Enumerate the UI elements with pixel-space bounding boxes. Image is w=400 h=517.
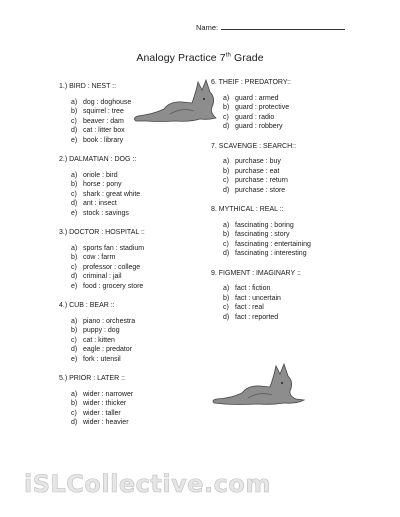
option-text: purchase : return bbox=[235, 177, 288, 184]
option-letter: e) bbox=[71, 136, 78, 144]
answer-option[interactable] bbox=[211, 221, 361, 231]
question-prompt: 3.) DOCTOR : HOSPITAL :: bbox=[59, 229, 145, 236]
option-text: fact : reported bbox=[235, 313, 279, 321]
option-letter: d) bbox=[71, 200, 78, 207]
name-label: Name: bbox=[196, 23, 219, 32]
option-text: wider : narrower bbox=[83, 390, 134, 398]
answer-option[interactable] bbox=[59, 390, 209, 400]
option-text: professor : college bbox=[83, 263, 141, 271]
option-letter: e) bbox=[71, 209, 78, 217]
option-text: stock : savings bbox=[83, 209, 129, 217]
option-letter: a) bbox=[71, 98, 78, 106]
option-letter: b) bbox=[223, 104, 230, 111]
option-text: fork : utensil bbox=[83, 355, 121, 363]
option-text: fascinating : interesting bbox=[235, 250, 307, 257]
answer-option[interactable] bbox=[59, 136, 209, 146]
option-letter: e) bbox=[71, 355, 78, 363]
answer-option[interactable] bbox=[59, 399, 209, 409]
option-text: fact : fiction bbox=[235, 285, 271, 292]
question-prompt: 6. THEIF : PREDATORY:: bbox=[211, 79, 292, 86]
question-prompt: 7. SCAVENGE : SEARCH:: bbox=[211, 142, 297, 150]
option-text: purchase : store bbox=[235, 186, 286, 194]
option-text: guard : robbery bbox=[235, 123, 283, 130]
answer-option[interactable] bbox=[59, 326, 209, 336]
answer-option[interactable] bbox=[211, 230, 361, 240]
option-text: book : library bbox=[83, 136, 124, 144]
question-block bbox=[211, 269, 361, 323]
option-letter: d) bbox=[71, 273, 78, 280]
watermark-logo: iSLCollective.com bbox=[24, 470, 271, 498]
option-letter: c) bbox=[71, 117, 77, 125]
option-text: guard : protective bbox=[235, 104, 290, 111]
option-letter: b) bbox=[71, 254, 78, 261]
option-letter: b) bbox=[71, 400, 78, 407]
option-text: food : grocery store bbox=[83, 282, 144, 290]
answer-option[interactable] bbox=[59, 199, 209, 209]
option-letter: a) bbox=[223, 94, 230, 102]
question-prompt: 2.) DALMATIAN : DOG :: bbox=[59, 156, 137, 163]
answer-option[interactable] bbox=[211, 294, 361, 304]
option-text: fact : real bbox=[235, 304, 264, 311]
option-letter: d) bbox=[223, 250, 230, 257]
answer-option[interactable] bbox=[59, 336, 209, 346]
option-letter: c) bbox=[223, 304, 229, 311]
option-letter: a) bbox=[71, 317, 78, 325]
option-text: squirrel : tree bbox=[83, 108, 124, 115]
worksheet-title: Analogy Practice 7th Grade bbox=[136, 52, 264, 64]
option-letter: d) bbox=[223, 313, 230, 321]
option-text: guard : armed bbox=[235, 94, 279, 102]
question-block bbox=[211, 78, 361, 132]
option-text: wider : taller bbox=[83, 409, 121, 417]
option-text: wider : thicker bbox=[83, 400, 127, 407]
answer-option[interactable] bbox=[59, 209, 209, 219]
option-text: oriole : bird bbox=[83, 171, 118, 179]
option-letter: d) bbox=[71, 127, 78, 134]
option-text: purchase : buy bbox=[235, 158, 281, 165]
option-letter: a) bbox=[223, 158, 230, 165]
question-prompt: 1.) BIRD : NEST :: bbox=[59, 83, 117, 90]
question-prompt: 8. MYTHICAL : REAL :: bbox=[211, 206, 284, 213]
answer-option[interactable] bbox=[59, 253, 209, 263]
left-question-column bbox=[59, 82, 209, 438]
option-text: fascinating : entertaining bbox=[235, 240, 311, 248]
option-text: piano : orchestra bbox=[83, 317, 136, 325]
answer-option[interactable] bbox=[59, 171, 209, 181]
answer-option[interactable] bbox=[211, 103, 361, 113]
answer-option[interactable] bbox=[59, 244, 209, 254]
answer-option[interactable] bbox=[59, 263, 209, 273]
option-letter: b) bbox=[71, 181, 78, 188]
option-text: cow : farm bbox=[83, 254, 116, 261]
answer-option[interactable] bbox=[59, 409, 209, 419]
answer-option[interactable] bbox=[211, 176, 361, 186]
option-text: shark : great white bbox=[83, 190, 141, 198]
answer-option[interactable] bbox=[211, 313, 361, 323]
option-letter: c) bbox=[71, 336, 77, 344]
option-letter: b) bbox=[71, 327, 78, 334]
question-block bbox=[211, 205, 361, 259]
option-text: eagle : predator bbox=[83, 346, 133, 353]
option-text: dog : doghouse bbox=[83, 98, 132, 106]
option-text: guard : radio bbox=[235, 113, 275, 121]
option-letter: b) bbox=[223, 231, 230, 238]
answer-option[interactable] bbox=[59, 355, 209, 365]
option-letter: b) bbox=[71, 108, 78, 115]
option-text: horse : pony bbox=[83, 181, 122, 188]
dog-illustration bbox=[130, 74, 222, 128]
answer-option[interactable] bbox=[211, 186, 361, 196]
question-block bbox=[59, 228, 209, 291]
answer-option[interactable] bbox=[211, 113, 361, 123]
answer-option[interactable] bbox=[59, 190, 209, 200]
answer-option[interactable] bbox=[59, 282, 209, 292]
answer-option[interactable] bbox=[59, 345, 209, 355]
option-letter: b) bbox=[223, 167, 230, 175]
answer-option[interactable] bbox=[211, 94, 361, 104]
option-text: fascinating : story bbox=[235, 231, 290, 238]
option-letter: d) bbox=[223, 123, 230, 130]
answer-option[interactable] bbox=[59, 418, 209, 428]
answer-option[interactable] bbox=[59, 317, 209, 327]
option-text: cat : litter box bbox=[83, 127, 125, 134]
option-text: purchase : eat bbox=[235, 167, 280, 175]
option-text: beaver : dam bbox=[83, 117, 124, 125]
option-letter: c) bbox=[223, 177, 229, 184]
name-blank[interactable] bbox=[221, 22, 345, 30]
option-text: criminal : jail bbox=[83, 273, 122, 280]
question-prompt: 9. FIGMENT : IMAGINARY :: bbox=[211, 269, 301, 277]
option-letter: c) bbox=[71, 190, 77, 198]
option-letter: a) bbox=[223, 285, 230, 292]
option-letter: c) bbox=[223, 113, 229, 121]
option-letter: e) bbox=[71, 282, 78, 290]
dog-illustration bbox=[210, 358, 306, 410]
answer-option[interactable] bbox=[211, 240, 361, 250]
question-block bbox=[59, 155, 209, 218]
question-block bbox=[59, 374, 209, 428]
option-letter: a) bbox=[223, 221, 230, 229]
answer-option[interactable] bbox=[59, 272, 209, 282]
option-letter: a) bbox=[71, 244, 78, 252]
answer-option[interactable] bbox=[211, 284, 361, 294]
option-text: wider : heavier bbox=[83, 419, 129, 426]
answer-option[interactable] bbox=[211, 303, 361, 313]
option-letter: d) bbox=[71, 346, 78, 353]
option-text: puppy : dog bbox=[83, 327, 120, 334]
question-block bbox=[59, 301, 209, 364]
option-text: sports fan : stadium bbox=[83, 244, 145, 252]
option-letter: c) bbox=[71, 409, 77, 417]
question-prompt: 5.) PRIOR : LATER :: bbox=[59, 375, 125, 382]
option-letter: a) bbox=[71, 171, 78, 179]
option-text: ant : insect bbox=[83, 200, 117, 207]
question-prompt: 4.) CUB : BEAR :: bbox=[59, 302, 115, 309]
option-letter: d) bbox=[223, 186, 230, 194]
option-text: fascinating : boring bbox=[235, 221, 294, 229]
option-letter: c) bbox=[223, 240, 229, 248]
answer-option[interactable] bbox=[59, 180, 209, 190]
question-block bbox=[211, 142, 361, 196]
right-question-column bbox=[211, 78, 361, 332]
name-line bbox=[196, 22, 345, 32]
answer-option[interactable] bbox=[211, 157, 361, 167]
option-text: cat : kitten bbox=[83, 336, 115, 344]
option-letter: a) bbox=[71, 390, 78, 398]
option-letter: c) bbox=[71, 263, 77, 271]
option-text: fact : uncertain bbox=[235, 294, 281, 302]
answer-option[interactable] bbox=[211, 167, 361, 177]
option-letter: d) bbox=[71, 419, 78, 426]
option-letter: b) bbox=[223, 294, 230, 302]
answer-option[interactable] bbox=[211, 122, 361, 132]
answer-option[interactable] bbox=[211, 249, 361, 259]
